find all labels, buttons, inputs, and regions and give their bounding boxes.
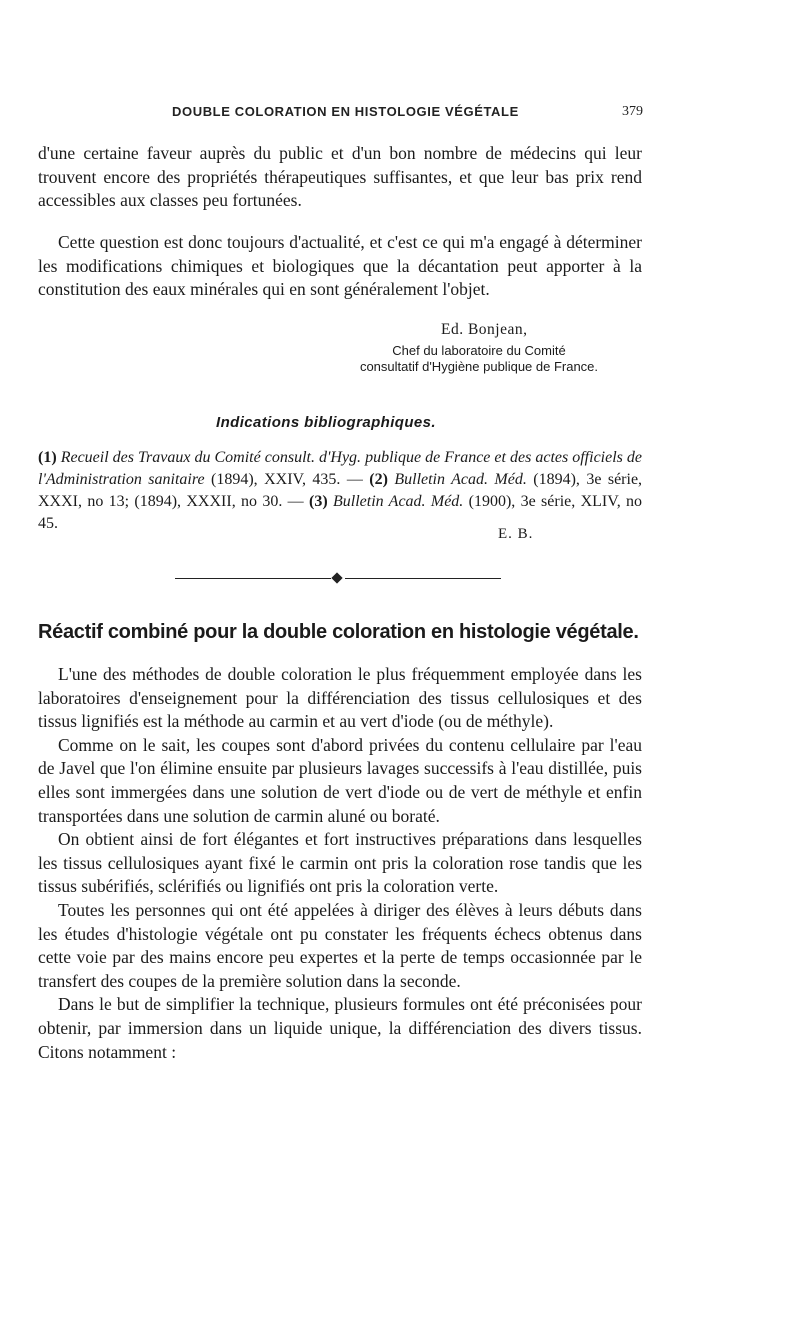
ref-1-details: (1894), XXIV, 435. — [211,471,363,488]
bibliography-initials: E. B. [498,526,534,542]
ref-1-title: Recueil des Travaux du Comité consult. d'Hyg. publique de France et des actes officiels de l'Administration sanitaire [38,449,643,488]
author-name: Ed. Bonjean, [441,321,528,338]
article-paragraph-1: L'une des méthodes de double coloration le plus fréquemment employée dans les laboratoires d'enseignement pour la différenciation des tissus cellulosiques et des tissus lignifiés est la méthode au carmin et au vert d'iode (ou de méthyle). [38,664,642,732]
ref-3-title: Bulletin Acad. Méd. [332,493,464,510]
article-paragraph-2: Comme on le sait, les coupes sont d'abord privées du contenu cellulaire par l'eau de Javel que l'on élimine ensuite par plusieurs lavages successifs à l'eau distillée, puis elles sont immergées dans une solution de vert d'iode ou de vert de méthyle et enfin transportées dans une solution de carmin aluné ou boraté. [38,734,642,826]
affiliation-line-2: consultatif d'Hygiène publique de France. [359,359,599,374]
page-number: 379 [622,104,643,119]
article-paragraph-5: Dans le but de simplifier la technique, plusieurs formules ont été préconisées pour obtenir, par immersion dans un liquide unique, la différenciation des divers tissus. Citons notamment : [38,994,642,1062]
divider-line-right [345,578,501,579]
section-divider [175,573,501,585]
continued-paragraph: d'une certaine faveur auprès du public et d'un bon nombre de médecins qui leur trouvent encore des propriétés thérapeutiques suffisantes, et que leur bas prix rend accessibles aux classes peu fortunées. [38,143,642,210]
article-paragraph-4: Toutes les personnes qui ont été appelées à diriger des élèves à leurs débuts dans les études d'histologie végétale ont pu constater les fréquents échecs obtenus dans cette voie par des mains encore peu expertes et la perte de temps occasionnée par le transfert des coupes de la première solution dans la seconde. [38,899,642,991]
author-affiliation [328,343,630,375]
article-paragraph-3: On obtient ainsi de fort élégantes et fort instructives préparations dans lesquelles les tissus cellulosiques ayant fixé le carmin ont pris la coloration rose tandis que les tissus subérifiés, sclérifiés ou lignifiés ont pris la coloration verte. [38,829,642,897]
ref-2-details: (1894), 3e série, XXXI, no 13; (1894), XXXII, no 30. — [38,471,643,510]
running-header [38,104,642,128]
article-body [38,663,642,1064]
ref-2-number: (2) [369,471,388,488]
divider-line-left [175,578,331,579]
bibliography-heading: Indications bibliographiques. [216,414,436,431]
closing-paragraph: Cette question est donc toujours d'actualité, et c'est ce qui m'a engagé à déterminer les modifications chimiques et biologiques que la décantation peut apporter à la constitution des eaux minérales qui en sont généralement l'objet. [38,232,642,299]
running-title: DOUBLE COLORATION EN HISTOLOGIE VÉGÉTALE [172,104,519,119]
article-title: Réactif combiné pour la double coloration en histologie végétale. [38,621,639,643]
diamond-ornament-icon [331,572,342,583]
bibliography-list [38,447,642,535]
affiliation-line-1: Chef du laboratoire du Comité [392,343,566,358]
ref-3-number: (3) [309,493,328,510]
ref-2-title: Bulletin Acad. Méd. [394,471,527,488]
ref-1-number: (1) [38,449,57,466]
ref-3-details: (1900), 3e série, XLIV, no 45. [38,493,643,532]
